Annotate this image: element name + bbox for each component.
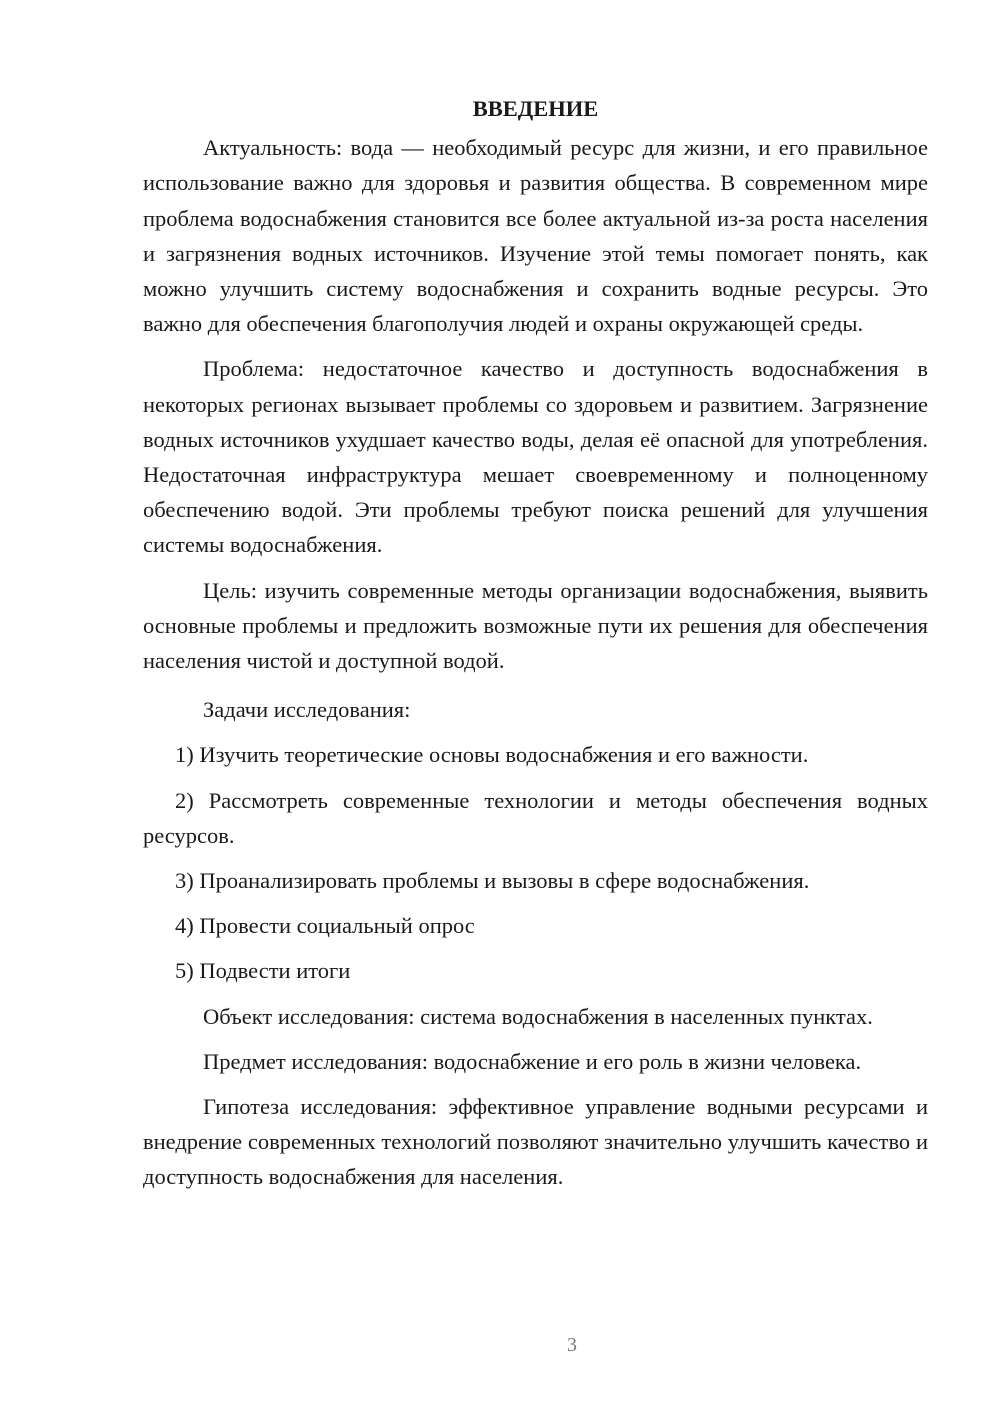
tasks-heading: Задачи исследования:: [203, 697, 411, 723]
subject-paragraph: Предмет исследования: водоснабжение и его роль в жизни человека.: [203, 1048, 862, 1074]
task-item-4: 4) Провести социальный опрос: [175, 913, 475, 939]
hypothesis-paragraph: Гипотеза исследования: эффективное управление водными ресурсами и внедрение современных технологий позволяют значительно улучшить качество и доступность водоснабжения для населения.: [143, 1094, 928, 1190]
task-item-1: 1) Изучить теоретические основы водоснабжения и его важности.: [175, 742, 809, 768]
task-item-2: 2) Рассмотреть современные технологии и методы обеспечения водных ресурсов.: [143, 787, 928, 848]
relevance-paragraph: Актуальность: вода — необходимый ресурс для жизни, и его правильное использование важно для здоровья и развития общества. В современном мире проблема водоснабжения становится все более актуальной из-за роста населения и загрязнения водных источников. Изучение этой темы помогает понять, как можно улучшить систему водоснабжения и сохранить водные ресурсы. Это важно для обеспечения благополучия людей и охраны окружающей среды.: [143, 135, 928, 337]
task-item-5: 5) Подвести итоги: [175, 958, 351, 984]
goal-paragraph: Цель: изучить современные методы организации водоснабжения, выявить основные проблемы и предложить возможные пути их решения для обеспечения населения чистой и доступной водой.: [143, 577, 928, 674]
problem-paragraph: Проблема: недостаточное качество и доступность водоснабжения в некоторых регионах вызывает проблемы со здоровьем и развитием. Загрязнение водных источников ухудшает качество воды, делая её опасной для употребления. Недостаточная инфраструктура мешает своевременному и полноценному обеспечению водой. Эти проблемы требуют поиска решений для улучшения системы водоснабжения.: [143, 356, 928, 558]
page-number: 3: [567, 1334, 577, 1356]
object-paragraph: Объект исследования: система водоснабжения в населенных пунктах.: [203, 1003, 873, 1029]
section-title: ВВЕДЕНИЕ: [472, 96, 599, 121]
task-item-3: 3) Проанализировать проблемы и вызовы в сфере водоснабжения.: [175, 868, 810, 894]
page-content: [143, 91, 928, 1205]
